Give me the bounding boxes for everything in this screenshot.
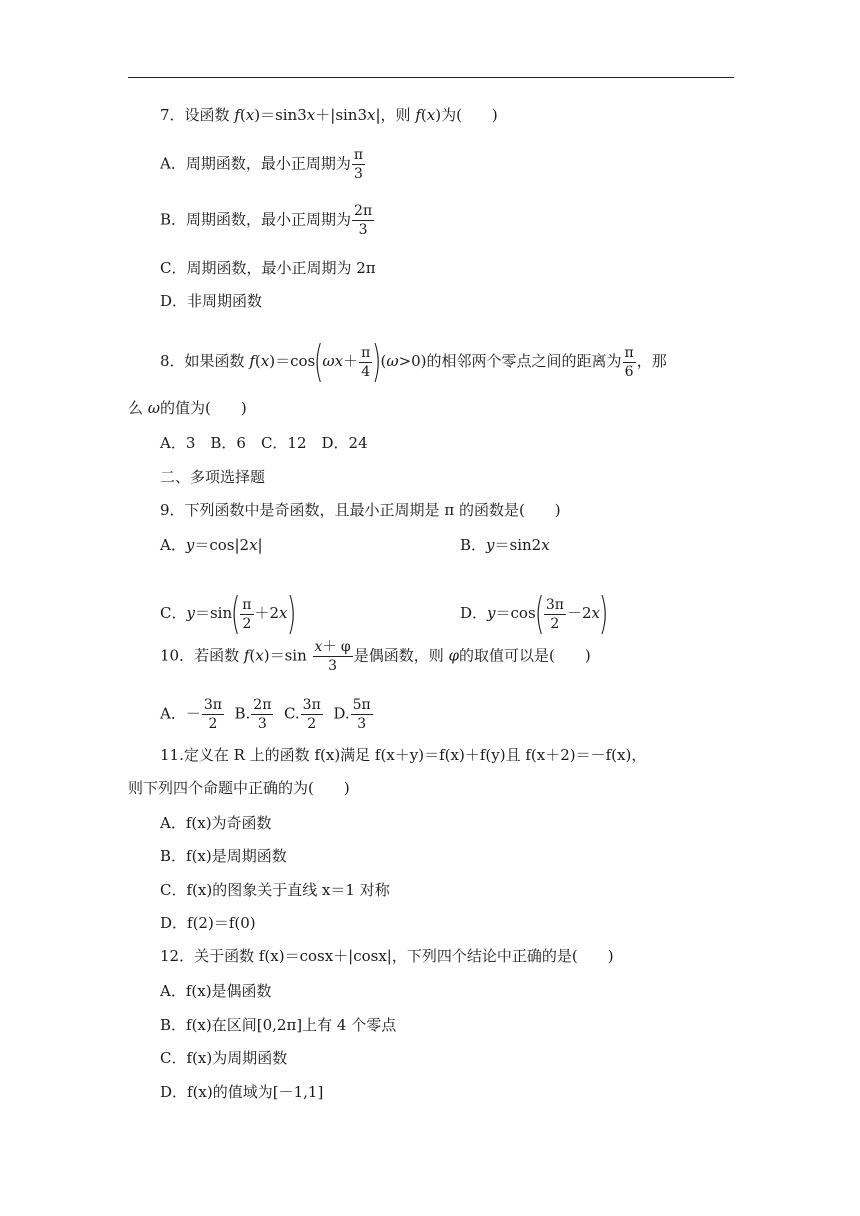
q10-stem: 10．若函数 f(x)＝sin $\frac{x+ \varphi}{3}$ 是偶函数，则 φ的取值可以是( ) [160,639,591,674]
q9-option-a: A．y＝cos|2x| [160,536,263,554]
q9-option-b: B．y＝sin2x [460,536,550,554]
q7-option-a: A．周期函数，最小正周期为 $\frac{\pi}{3}$ [160,147,364,182]
q9-option-c: C．y＝sin( $\frac{\pi}{2}$ ＋2x) [160,588,296,639]
q12-option-c: C．f(x)为周期函数 [160,1049,288,1067]
header-rule [128,77,734,78]
right-paren: ) [286,588,296,639]
right-paren: ) [372,336,382,387]
fraction: $\frac{3\pi}{2}$ [302,697,321,732]
left-paren: ( [534,588,544,639]
fraction: $\frac{\pi}{6}$ [624,344,634,380]
fraction: $\frac{2\pi}{3}$ [354,203,373,238]
left-paren: ( [314,336,324,387]
q8-options: A．3 B．6 C．12 D．24 [160,434,368,452]
fraction: $\frac{3\pi}{2}$ [545,596,564,632]
fraction: $\frac{3\pi}{2}$ [203,697,222,732]
fraction: $\frac{2\pi}{3}$ [253,697,272,732]
q11-option-b: B．f(x)是周期函数 [160,847,287,865]
q7-option-d: D．非周期函数 [160,292,263,310]
q8-stem: 8．如果函数 f(x)＝cos(ωx＋ $\frac{\pi}{4}$ )(ω>0)的相邻两个零点之间的距离为 $\frac{\pi}{6}$ ，那 [160,336,667,387]
right-paren: ) [598,588,609,639]
q7-stem: 7．设函数 f(x)＝sin3x＋|sin3x|，则 f(x)为( ) [160,106,498,124]
q7-option-c: C．周期函数，最小正周期为 2π [160,259,376,277]
q7-option-b: B．周期函数，最小正周期为 $\frac{2\pi}{3}$ [160,203,373,238]
q11-option-c: C．f(x)的图象关于直线 x＝1 对称 [160,881,390,899]
fraction: $\frac{x+ \varphi}{3}$ [314,639,351,674]
left-paren: ( [230,588,241,639]
q11-stem-line1: 11.定义在 R 上的函数 f(x)满足 f(x＋y)＝f(x)＋f(y)且 f(x＋2)＝－f(x)， [160,746,647,764]
q9-option-d: D．y＝cos( $\frac{3\pi}{2}$ －2x) [460,588,609,639]
q9-stem: 9．下列函数中是奇函数，且最小正周期是 π 的函数是( ) [160,501,561,519]
q12-stem: 12．关于函数 f(x)＝cosx＋|cosx|，下列四个结论中正确的是( ) [160,947,614,965]
fraction: $\frac{\pi}{2}$ [242,596,252,632]
section-title: 二、多项选择题 [160,468,266,486]
fraction: $\frac{\pi}{3}$ [353,147,364,182]
q10-options: A．－ $\frac{3\pi}{2}$ B. $\frac{2\pi}{3}$ C. $\frac{3\pi}{2}$ D. $\frac{5\pi}{3}$ [160,697,371,732]
q12-option-b: B．f(x)在区间[0,2π]上有 4 个零点 [160,1016,397,1034]
fraction: $\frac{5\pi}{3}$ [352,697,371,732]
q12-option-d: D．f(x)的值域为[－1,1] [160,1083,324,1101]
fraction: $\frac{\pi}{4}$ [361,344,371,380]
q11-option-a: A．f(x)为奇函数 [160,814,272,832]
q11-option-d: D．f(2)＝f(0) [160,914,256,932]
q12-option-a: A．f(x)是偶函数 [160,982,272,1000]
q8-stem-line2: 么 ω的值为( ) [128,399,247,417]
q11-stem-line2: 则下列四个命题中正确的为( ) [128,779,350,797]
